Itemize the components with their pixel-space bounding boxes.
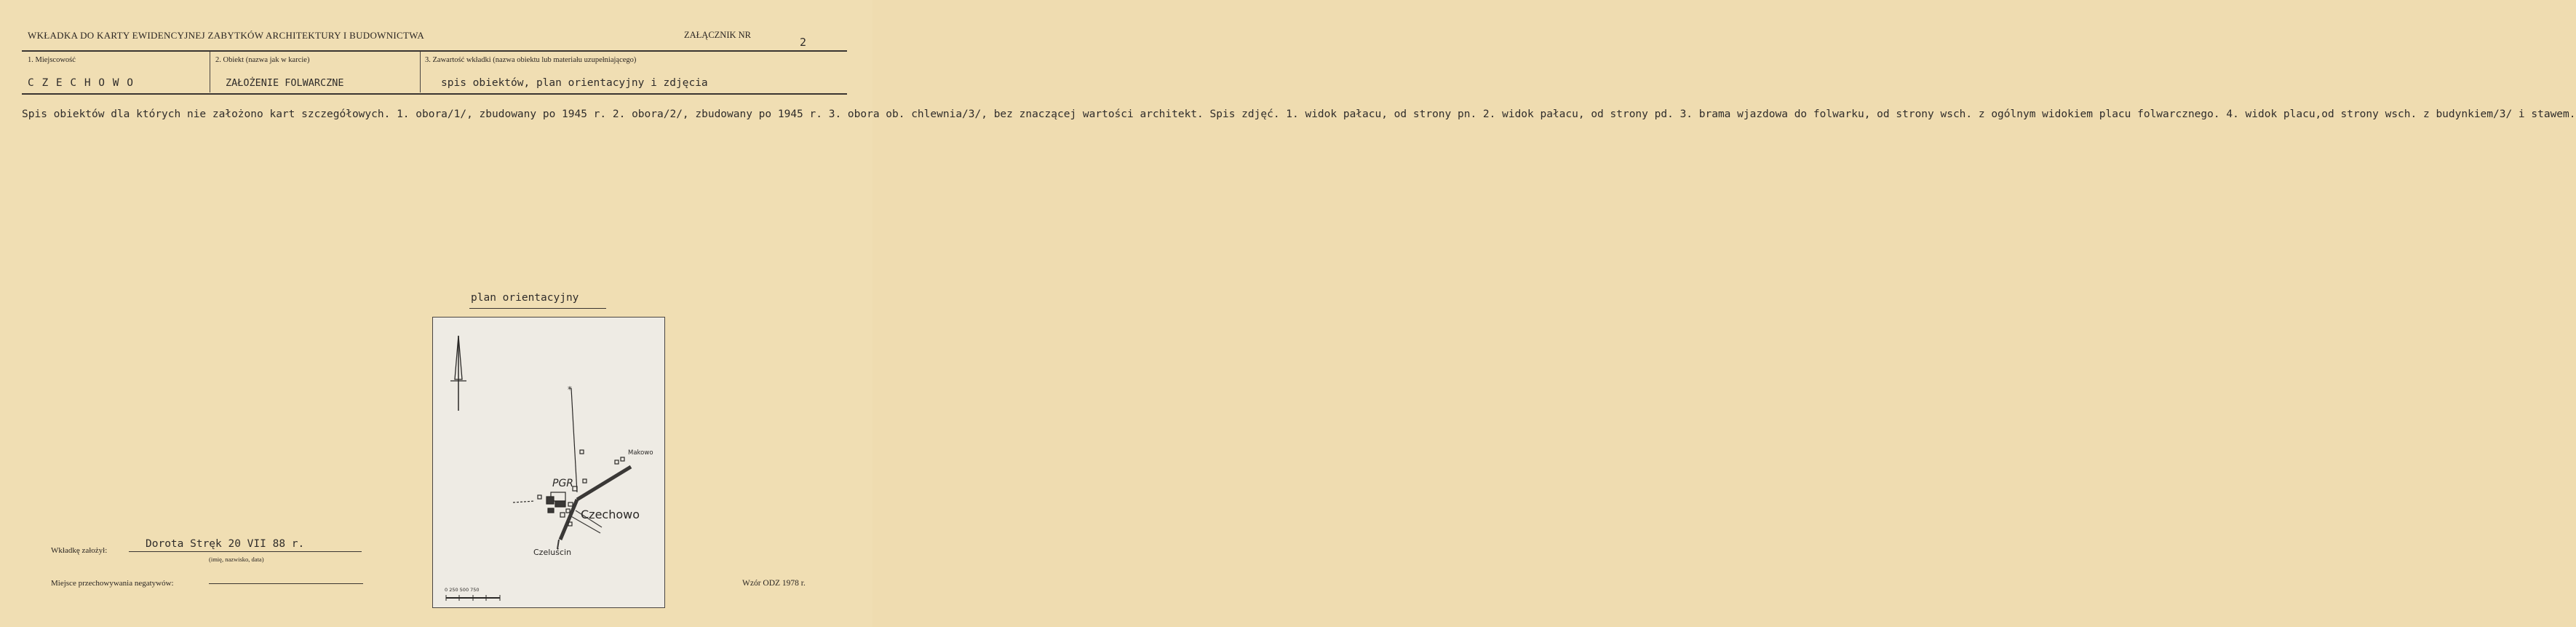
- plan-label-underline: [469, 308, 606, 309]
- content-line: Spis zdjęć.: [1209, 109, 1280, 120]
- content-line: budynkiem/3/ i stawem.: [2436, 109, 2576, 120]
- content-line: ogólnym widokiem placu folwarcznego.: [1991, 109, 2220, 120]
- field-label-miejscowosc: 1. Miejscowość: [28, 56, 76, 64]
- zalozyl-hint: (imię, nazwisko, data): [209, 556, 264, 563]
- content-line: 3. brama wjazdowa do folwarku, od strony wsch. z: [1679, 109, 1985, 120]
- field-value-miejscowosc: C Z E C H O W O: [28, 77, 134, 89]
- content-line: 4. widok placu,od strony wsch. z: [2226, 109, 2430, 120]
- negatywy-line: [209, 583, 363, 584]
- card-title: WKŁADKA DO KARTY EWIDENCYJNEJ ZABYTKÓW ARCHITEKTURY I BUDOWNICTWA: [28, 30, 425, 41]
- scale-bar: [445, 587, 500, 601]
- field-value-obiekt: ZAŁOŻENIE FOLWARCZNE: [226, 77, 344, 89]
- content-line: 1. obora/1/, zbudowany po 1945 r.: [397, 109, 607, 120]
- field-value-zawartosc: spis obiektów, plan orientacyjny i zdjęcia: [441, 77, 708, 89]
- fields-rule: [22, 93, 847, 95]
- svg-text:*: *: [568, 385, 572, 395]
- content-line: 3. obora ob. chlewnia/3/, bez znaczącej wartości architekt.: [828, 109, 1204, 120]
- zalozyl-line: [129, 551, 362, 552]
- typed-content: [22, 106, 2576, 125]
- content-line: 1. widok pałacu, od strony pn.: [1286, 109, 1477, 120]
- north-road: [568, 385, 577, 492]
- map-label-pgr: PGR: [552, 478, 574, 489]
- plan-label: plan orientacyjny: [471, 292, 579, 304]
- attachment-number: 2: [800, 36, 807, 49]
- negatywy-label: Miejsce przechowywania negatywów:: [51, 579, 174, 588]
- field-label-obiekt: 2. Obiekt (nazwa jak w karcie): [215, 56, 310, 64]
- content-line: Spis obiektów dla których nie założono kart szczegółowych.: [22, 109, 391, 120]
- map-label-northeast: Makowo: [628, 449, 653, 457]
- map-drawing: [433, 318, 664, 607]
- orientation-map: [432, 317, 665, 608]
- content-line: 2. obora/2/, zbudowany po 1945 r.: [612, 109, 822, 120]
- scale-label: 0 250 500 750: [445, 587, 480, 593]
- map-label-village: Czechowo: [581, 508, 640, 521]
- zalozyl-value: Dorota Stręk 20 VII 88 r.: [146, 538, 305, 550]
- north-arrow-icon: [450, 336, 466, 411]
- field-label-zawartosc: 3. Zawartość wkładki (nazwa obiektu lub materiału uzupełniającego): [425, 56, 637, 64]
- map-label-south: Czeluścin: [533, 548, 572, 557]
- content-line: 2. widok pałacu, od strony pd.: [1482, 109, 1674, 120]
- zalozyl-label: Wkładkę założył:: [51, 546, 108, 555]
- header-rule: [22, 50, 847, 52]
- field-divider: [420, 52, 421, 92]
- attachment-label: ZAŁĄCZNIK NR: [684, 30, 752, 40]
- form-template-label: Wzór ODZ 1978 r.: [742, 579, 806, 588]
